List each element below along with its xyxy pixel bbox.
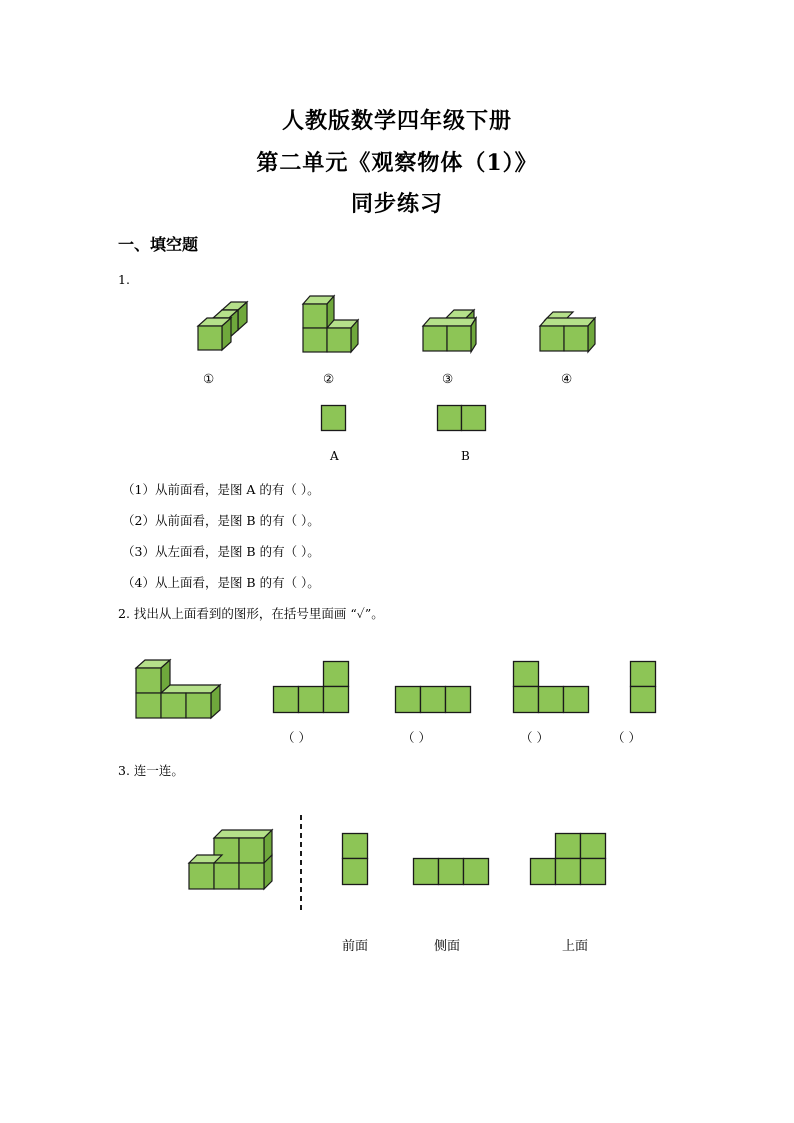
q2-answer-bracket-4[interactable]: （ ）: [612, 730, 641, 745]
question-1-number: 1.: [118, 272, 130, 287]
q1-figure-3: [418, 308, 482, 356]
section-heading-fill-blank: 一、填空题: [118, 235, 199, 254]
q3-dashed-divider: [298, 815, 304, 913]
view-a-label: A: [330, 449, 339, 463]
figure-label-2: ②: [323, 371, 335, 386]
label-top: 上面: [562, 939, 589, 954]
label-front: 前面: [342, 939, 369, 954]
figure-label-1: ①: [203, 371, 215, 386]
view-b-label: B: [461, 449, 470, 463]
figure-label-4: ④: [561, 371, 573, 386]
question-2-prompt: 2. 找出从上面看到的图形，在括号里面画 “✓”。: [118, 606, 384, 621]
q2-answer-bracket-1[interactable]: （ ）: [282, 730, 311, 745]
figure-label-3: ③: [442, 371, 454, 386]
q2-answer-bracket-2[interactable]: （ ）: [402, 730, 431, 745]
q3-view-3: [529, 832, 609, 888]
label-side: 侧面: [434, 939, 461, 954]
q1-figure-4: [535, 308, 601, 356]
title-line-1: 人教版数学四年级下册: [281, 108, 512, 134]
question-3-prompt: 3. 连一连。: [118, 763, 184, 778]
q1-item-4: （4）从上面看，是图 B 的有（ ）。: [122, 575, 320, 590]
title-line-2: 第二单元《观察物体（1）》: [256, 150, 538, 176]
q2-3d-figure: [132, 656, 226, 722]
q2-option-4: [629, 660, 659, 716]
q3-view-2: [412, 857, 492, 888]
q1-item-1: （1）从前面看，是图 A 的有（ ）。: [122, 482, 320, 497]
q2-option-3: [512, 660, 592, 716]
q1-figure-2: [298, 292, 366, 356]
q3-3d-figure: [184, 826, 274, 894]
q1-figure-1: [190, 296, 260, 356]
view-b-squares: [436, 404, 488, 432]
q2-answer-bracket-3[interactable]: （ ）: [520, 730, 549, 745]
q1-item-3: （3）从左面看，是图 B 的有（ ）。: [122, 544, 320, 559]
q3-view-1: [341, 832, 371, 888]
q2-option-2: [394, 685, 474, 716]
view-a-square: [320, 404, 348, 432]
q1-item-2: （2）从前面看，是图 B 的有（ ）。: [122, 513, 320, 528]
title-line-3: 同步练习: [350, 191, 443, 217]
q2-option-1: [272, 660, 352, 716]
